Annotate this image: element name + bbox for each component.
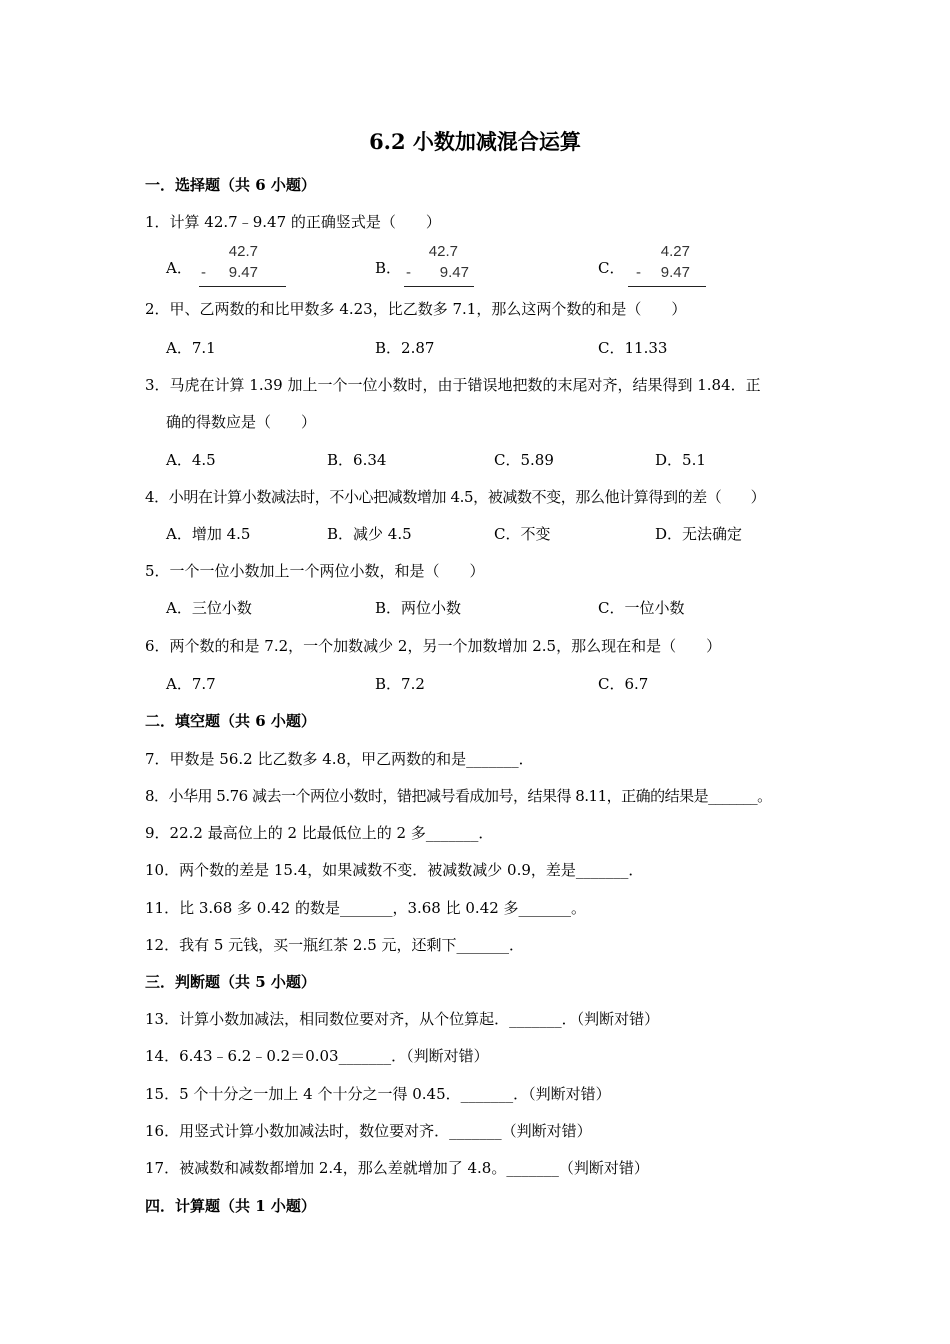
calc-top-number: 42.7: [228, 243, 258, 260]
question-11: 11．比 3.68 多 0.42 的数是_______，3.68 比 0.42 多_______。: [145, 899, 587, 917]
option-b: B．6.34: [327, 451, 387, 469]
question-2: 2．甲、乙两数的和比甲数多 4.23，比乙数多 7.1，那么这两个数的和是（ ）: [145, 300, 687, 318]
question-10: 10．两个数的差是 15.4，如果减数不变．被减数减少 0.9，差是_______．: [145, 861, 644, 879]
option-c: C．11.33: [598, 339, 668, 357]
minus-sign: -: [406, 264, 411, 281]
question-3-continued: 确的得数应是（ ）: [166, 413, 317, 431]
section-heading-fill: 二．填空题（共 6 小题）: [145, 712, 316, 730]
option-a: A．7.7: [166, 675, 216, 693]
calc-bottom-number: 9.47: [660, 264, 690, 281]
calc-underline: [628, 286, 706, 287]
option-label: B．: [375, 259, 402, 277]
vertical-calc-c: [628, 243, 706, 289]
minus-sign: -: [636, 264, 641, 281]
question-12: 12．我有 5 元钱，买一瓶红茶 2.5 元，还剩下_______．: [145, 936, 525, 954]
option-d: D．无法确定: [655, 525, 743, 543]
page-title: 6.2 小数加减混合运算: [369, 129, 581, 154]
option-d: D．5.1: [655, 451, 706, 469]
calc-top-number: 4.27: [660, 243, 690, 260]
option-label: A．: [166, 259, 192, 277]
question-5: 5．一个一位小数加上一个两位小数，和是（ ）: [145, 562, 485, 580]
question-14: 14．6.43﹣6.2﹣0.2＝0.03_______．（判断对错）: [145, 1047, 489, 1065]
option-a: A．4.5: [166, 451, 216, 469]
question-3: 3．马虎在计算 1.39 加上一个一位小数时，由于错误地把数的末尾对齐，结果得到 1.84．正: [145, 376, 761, 394]
question-13: 13．计算小数加减法，相同数位要对齐，从个位算起．_______．（判断对错）: [145, 1010, 660, 1028]
option-a: A．7.1: [166, 339, 216, 357]
option-b: B．2.87: [375, 339, 435, 357]
calc-bottom-number: 9.47: [228, 264, 258, 281]
vertical-calc-a: [199, 243, 286, 289]
question-6: 6．两个数的和是 7.2，一个加数减少 2，另一个加数增加 2.5，那么现在和是（ ）: [145, 637, 722, 655]
question-8: 8．小华用 5.76 减去一个两位小数时，错把减号看成加号，结果得 8.11，正确的结果是_______。: [145, 787, 772, 805]
section-heading-choice: 一．选择题（共 6 小题）: [145, 176, 316, 194]
calc-underline: [404, 286, 474, 287]
option-c: C．5.89: [494, 451, 554, 469]
question-9: 9．22.2 最高位上的 2 比最低位上的 2 多_______．: [145, 824, 494, 842]
section-heading-calc: 四．计算题（共 1 小题）: [145, 1197, 316, 1215]
option-c: C．不变: [494, 525, 551, 543]
option-b: B．两位小数: [375, 599, 462, 617]
question-4: 4．小明在计算小数减法时，不小心把减数增加 4.5，被减数不变，那么他计算得到的差（ ）: [145, 488, 766, 506]
calc-bottom-number: 9.47: [439, 264, 469, 281]
question-16: 16．用竖式计算小数加减法时，数位要对齐．_______（判断对错）: [145, 1122, 592, 1140]
option-b: B．7.2: [375, 675, 425, 693]
option-c: C．6.7: [598, 675, 649, 693]
option-c: C．一位小数: [598, 599, 685, 617]
question-17: 17．被减数和减数都增加 2.4，那么差就增加了 4.8。_______（判断对错）: [145, 1159, 649, 1177]
vertical-calc-b: [404, 243, 474, 289]
option-label: C．: [598, 259, 625, 277]
option-a: A．增加 4.5: [166, 525, 251, 543]
question-7: 7．甲数是 56.2 比乙数多 4.8，甲乙两数的和是_______．: [145, 750, 534, 768]
minus-sign: -: [201, 264, 206, 281]
question-15: 15．5 个十分之一加上 4 个十分之一得 0.45．_______．（判断对错）: [145, 1085, 611, 1103]
question-1: 1．计算 42.7﹣9.47 的正确竖式是（ ）: [145, 213, 441, 231]
calc-underline: [199, 286, 286, 287]
option-b: B．减少 4.5: [327, 525, 412, 543]
section-heading-judge: 三．判断题（共 5 小题）: [145, 973, 316, 991]
calc-top-number: 42.7: [428, 243, 458, 260]
option-a: A．三位小数: [166, 599, 252, 617]
